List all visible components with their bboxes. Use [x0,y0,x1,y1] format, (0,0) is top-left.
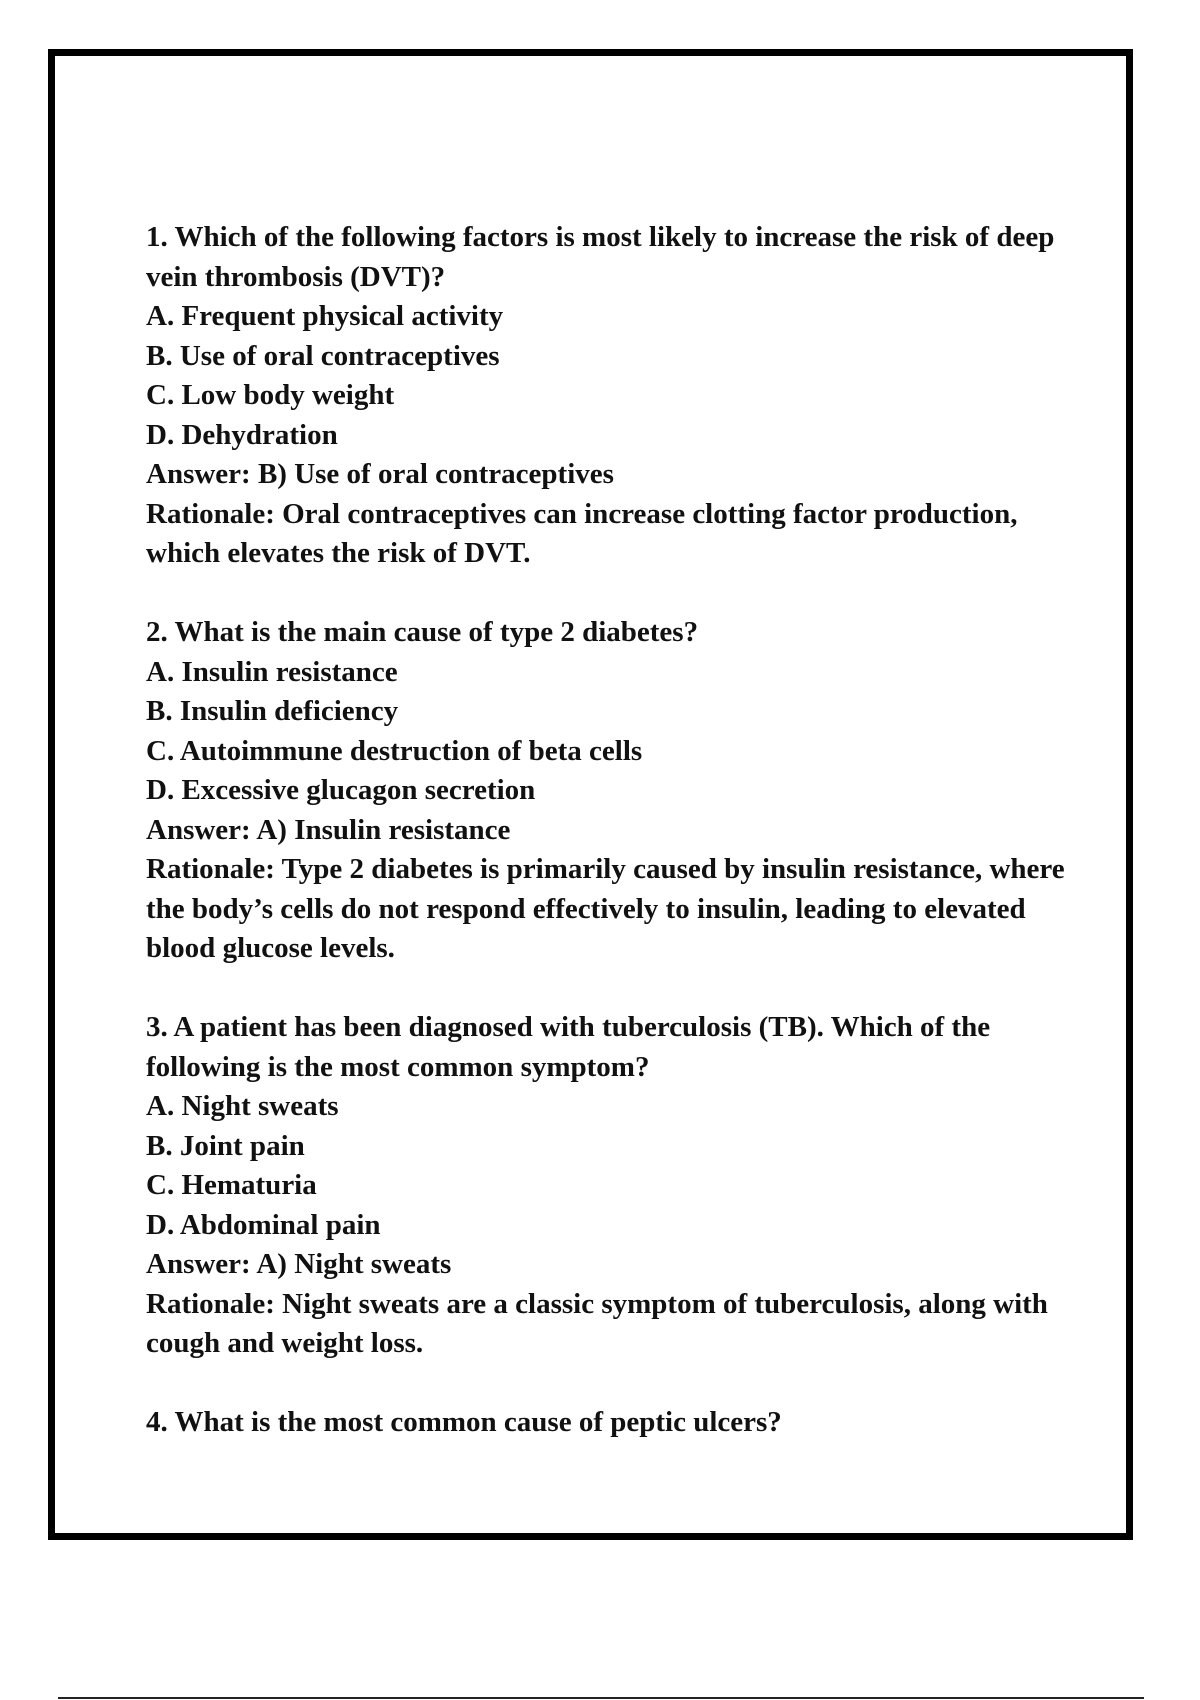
question-text: 4. What is the most common cause of peptic ulcers? [146,1406,782,1438]
quiz-content [146,218,1096,1482]
option-b: B. Use of oral contraceptives [146,339,500,372]
option-a: A. Night sweats [146,1090,339,1122]
option-c: C. Autoimmune destruction of beta cells [146,734,643,767]
answer-text: Answer: A) Night sweats [146,1248,452,1280]
option-b: B. Joint pain [146,1129,305,1162]
option-c: C. Hematuria [146,1169,317,1201]
question-text: 3. A patient has been diagnosed with tuberculosis (TB). Which of the following is the most common symptom? [146,1011,991,1083]
question-text: 2. What is the main cause of type 2 diabetes? [146,616,699,648]
rationale-text: Rationale: Oral contraceptives can increase clotting factor production, which elevates the risk of DVT. [146,497,1018,569]
question-block-2 [146,613,1096,969]
question-block-4 [146,1403,1096,1443]
option-d: D. Abdominal pain [146,1208,381,1241]
rationale-text: Rationale: Night sweats are a classic symptom of tuberculosis, along with cough and weight loss. [146,1287,1048,1359]
option-a: A. Frequent physical activity [146,300,504,332]
rationale-text: Rationale: Type 2 diabetes is primarily caused by insulin resistance, where the body’s cells do not respond effectively to insulin, leading to elevated blood glucose levels. [146,853,1065,964]
option-d: D. Excessive glucagon secretion [146,774,536,806]
option-b: B. Insulin deficiency [146,695,399,727]
question-text: 1. Which of the following factors is most likely to increase the risk of deep vein thrombosis (DVT)? [146,221,1055,293]
question-block-3 [146,1008,1096,1364]
bottom-divider [58,1697,1144,1699]
option-c: C. Low body weight [146,379,395,411]
option-a: A. Insulin resistance [146,655,398,688]
answer-text: Answer: B) Use of oral contraceptives [146,458,614,490]
answer-text: Answer: A) Insulin resistance [146,813,511,846]
option-d: D. Dehydration [146,418,338,451]
question-block-1 [146,218,1096,574]
